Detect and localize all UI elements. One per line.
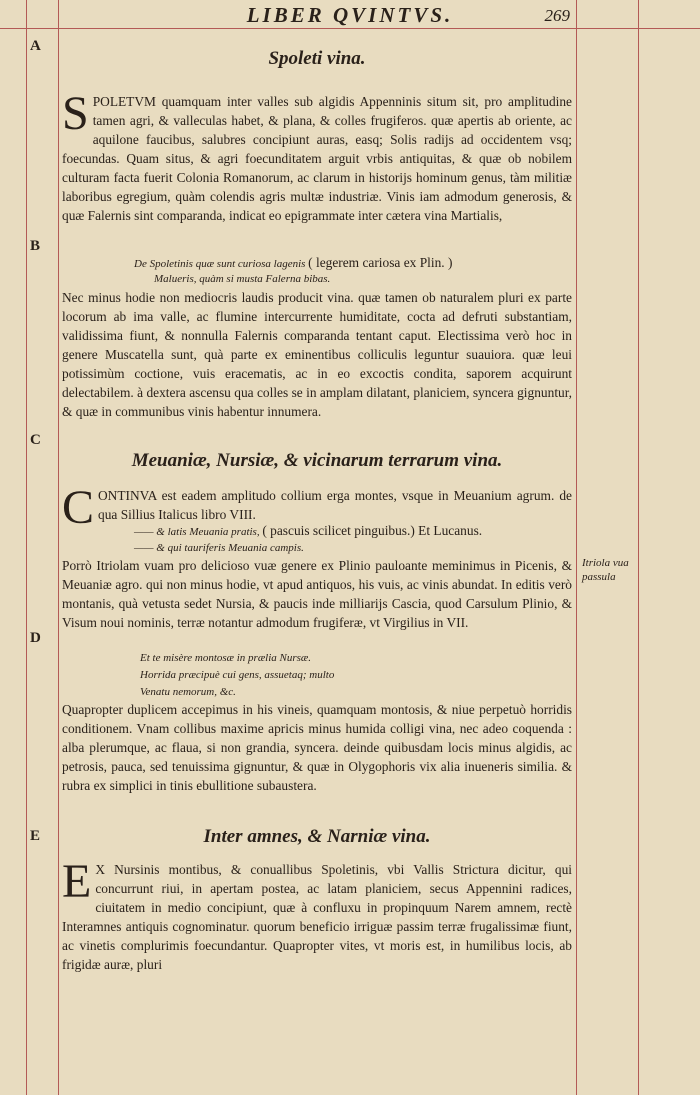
margin-letter-a: A [30, 38, 41, 54]
page-number: 269 [544, 6, 570, 25]
section-heading: Spoleti vina. [268, 48, 366, 69]
drop-cap: C [62, 486, 95, 526]
margin-letter-b: B [30, 238, 41, 254]
left-margin-rule [26, 0, 27, 1095]
verse-text: —— & latis Meuania pratis, [134, 526, 260, 538]
side-note: Itriola vua passula [582, 557, 629, 583]
paragraph-text: X Nursinis montibus, & conuallibus Spoletinis, vbi Vallis Strictura dicitur, qui concurrunt riui, in apertam postea, ac latam planiciem, secus Appennini radices, ciuitatem in medio concipiunt, quæ à confluxu in propinquum Narem amnem, rectè Interamnes antiquis cognominatur. quorum beneficio irriguæ passim terræ frugalissimæ fiunt, ac vinetis complurimis foecundantur. Quapropter vites, vt moris est, in humilibus locis, ab frigidæ auræ, pluri [62, 862, 572, 972]
section-paragraph: Porrò Itriolam vuam pro delicioso vuæ genere ex Plinio pauloante meminimus in Picenis, & Meuaniæ agro. qui non minus hodie, vt apud antiquos, his vuis, ac vinis abundat. In editis verò montanis, quà vetusta sedet Nursia, & paucis inde milliarijs Cascia, quod Carsulum Plinio, & Visum noui nominis, terræ notantur admodum frugiferæ, vt Virgilius in VII. [62, 558, 572, 630]
verse-line: —— & qui tauriferis Meuania campis. [134, 542, 304, 554]
verse-text: De Spoletinis quæ sunt curiosa lagenis [134, 258, 306, 270]
margin-letter-d: D [30, 630, 41, 646]
section-paragraph [62, 92, 572, 252]
inner-left-rule [58, 0, 59, 1095]
verse-line [134, 522, 482, 541]
section-heading: Inter amnes, & Narniæ vina. [203, 826, 431, 847]
margin-letter-c: C [30, 432, 41, 448]
verse-note: ( pascuis scilicet pinguibus.) Et Lucanus. [262, 523, 483, 538]
verse-note: ( legerem cariosa ex Plin. ) [308, 255, 453, 270]
verse-line: Malueris, quàm si musta Falerna bibas. [154, 273, 331, 285]
section-paragraph: Quapropter duplicem accepimus in his vineis, quamquam montosis, & niue perpetuò horridis conditionem. Vnam collibus maxime apricis minus humida colligi vina, nec adeo coquenda : alba plerumque, ac flaua, si non grandia, syncera. deinde quibusdam locis minus algidis, ac petrosis, pauca, sed tenuissima gignuntur, & quæ in Olygophoris vix alia inueneris similia. & rubra ex simplici in tinis ebullitione subaustera. [62, 702, 572, 793]
section-paragraph [62, 486, 572, 526]
section-heading: Meuaniæ, Nursiæ, & vicinarum terrarum vina. [131, 450, 503, 471]
verse-line: Venatu nemorum, &c. [140, 686, 236, 698]
running-header: LIBER QVINTVS. [246, 3, 454, 27]
paragraph-text: POLETVM quamquam inter valles sub algidis Appenninis situm sit, pro amplitudine tamen agri, & valleculas habet, & plana, & colles frugiferos. quæ apertis ab oriente, ac aquilone faucibus, salubres concipiunt auras, easq; Solis radijs ad occidentem vsq; foecundas. Quam situs, & agri foecunditatem arguit vrbis antiquitas, & quæ ob nobilem culturam facta fuerit Colonia Romanorum, ac clarum in historijs hominum genus, tàm militiæ laboribus egregium, quàm colendis agris multæ industriæ. Vinis iam admodum generosis, & quæ Falernis sint comparanda, indicat eo epigrammate inter cætera vina Martialis, [62, 94, 572, 223]
right-margin-rule [638, 0, 639, 1095]
drop-cap: E [62, 860, 92, 908]
margin-letter-e: E [30, 828, 41, 844]
right-text-rule [576, 0, 577, 1095]
drop-cap: S [62, 92, 89, 140]
verse-line: Et te misère montosæ in prælia Nursæ. [140, 652, 312, 664]
paragraph-text: ONTINVA est eadem amplitudo collium erga montes, vsque in Meuanium agrum. de qua Sillius Italicus libro VIII. [98, 488, 572, 522]
verse-line: Horrida præcipuè cui gens, assuetaq; multo [140, 669, 335, 681]
section-paragraph [62, 860, 572, 990]
section-paragraph: Nec minus hodie non mediocris laudis producit vina. quæ tamen ob naturalem pluri ex parte locorum ab ima valle, ac flumine intercurrente humiditate, cocta ad defruti substantiam, validissima fiunt, & nonnulla Falernis comparanda tentant caput. Electissima verò hoc in genere Muscatella sunt, quà parte ex eminentibus colliculis leguntur suauiora. quæ leui potissimùm coctione, vuis eracematis, ac in eo excoctis condita, saporem acquirunt delectabilem. à dextera ascensu qua colles se in amplam dilatant, planiciem, syncera gignuntur, & quæ in communibus vinis habentur innumera. [62, 290, 572, 419]
